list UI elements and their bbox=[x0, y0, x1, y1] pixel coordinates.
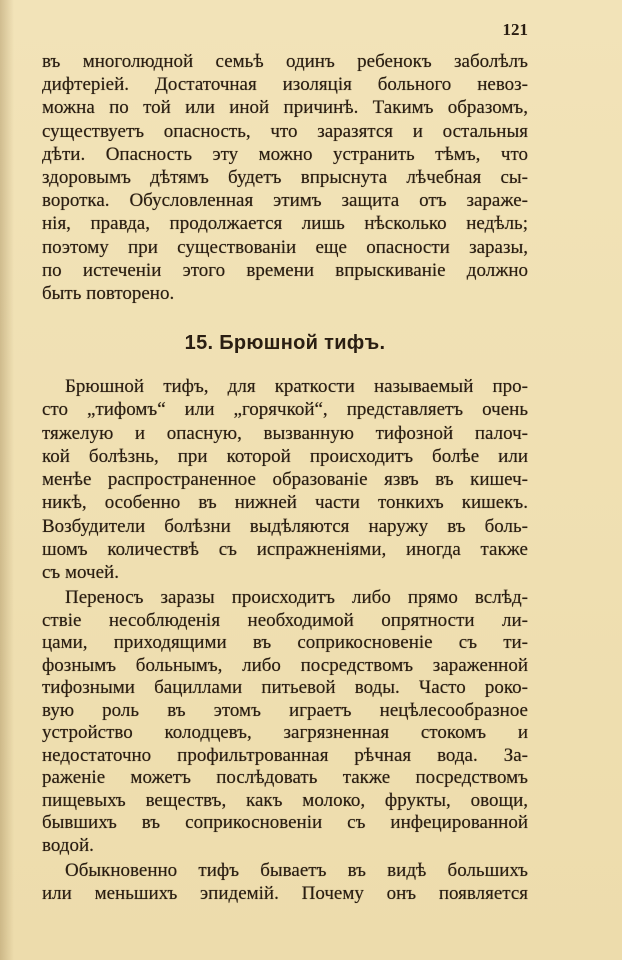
text-line: Переносъ заразы происходитъ либо прямо вслѣд- bbox=[65, 587, 528, 608]
text-line: дифтеріей. Достаточная изоляція больного невоз- bbox=[42, 74, 528, 96]
paragraph-diphtheria-continued bbox=[42, 50, 528, 305]
paragraph-epidemics bbox=[42, 859, 528, 905]
text-line: ствіе несоблюденія необходимой опрятности ли- bbox=[42, 609, 528, 631]
text-line: тяжелую и опасную, вызванную тифозной палоч- bbox=[42, 422, 528, 444]
text-line: дѣти. Опасность эту можно устранить тѣмъ, что bbox=[42, 143, 528, 165]
text-line: быть повторено. bbox=[42, 282, 175, 304]
text-line: можна по той или иной причинѣ. Такимъ образомъ, bbox=[42, 97, 528, 119]
text-line: по истеченіи этого времени впрыскиваніе должно bbox=[42, 259, 528, 281]
text-line: сто „тифомъ“ или „горячкой“, представляетъ очень bbox=[42, 399, 528, 421]
section-heading: 15. Брюшной тифъ. bbox=[184, 332, 386, 354]
text-line: или меньшихъ эпидемій. Почему онъ появляется bbox=[42, 883, 528, 904]
text-line: кой болѣзнь, при которой происходитъ болѣе или bbox=[42, 445, 528, 467]
text-line: устройство колодцевъ, загрязненная стокомъ и bbox=[42, 722, 528, 743]
text-line: цами, приходящими въ соприкосновеніе съ ти- bbox=[42, 632, 528, 653]
text-line: нія, правда, продолжается лишь нѣсколько недѣль; bbox=[42, 213, 528, 235]
text-line: недостаточно профильтрованная рѣчная вода. За- bbox=[42, 744, 528, 766]
text-line: шомъ количествѣ съ испражненіями, иногда также bbox=[42, 538, 528, 560]
text-line: бывшихъ въ соприкосновеніи съ инфецированной bbox=[42, 812, 528, 833]
paragraph-transmission bbox=[42, 587, 528, 857]
text-line: здоровымъ дѣтямъ будетъ впрыснута лѣчебная сы- bbox=[42, 166, 528, 188]
text-line: тифозными бациллами питьевой воды. Часто роко- bbox=[42, 677, 528, 698]
text-line: менѣе распространенное образованіе язвъ въ кишеч- bbox=[42, 469, 528, 490]
text-line: воротка. Обусловленная этимъ защита отъ зараже- bbox=[42, 190, 528, 212]
text-line: фознымъ больнымъ, либо посредствомъ зараженной bbox=[42, 654, 528, 676]
text-line: вую роль въ этомъ играетъ нецѣлесообразное bbox=[42, 699, 528, 721]
text-line: Брюшной тифъ, для краткости называемый про- bbox=[65, 376, 528, 397]
text-line: существуетъ опасность, что заразятся и остальныя bbox=[42, 120, 528, 142]
text-line: въ многолюдной семьѣ одинъ ребенокъ заболѣлъ bbox=[42, 51, 528, 72]
text-line: поэтому при существованіи еще опасности заразы, bbox=[42, 236, 528, 258]
text-line: никѣ, особенно въ нижней части тонкихъ кишекъ. bbox=[42, 492, 528, 514]
text-line: раженіе можетъ послѣдовать также посредствомъ bbox=[42, 767, 528, 788]
text-line: Возбудители болѣзни выдѣляются наружу въ боль- bbox=[42, 515, 528, 537]
text-line: водой. bbox=[42, 834, 94, 856]
text-line: съ мочей. bbox=[42, 562, 119, 583]
page-number: 121 bbox=[502, 20, 528, 39]
text-line: пищевыхъ веществъ, какъ молоко, фрукты, овощи, bbox=[42, 789, 528, 811]
text-line: Обыкновенно тифъ бываетъ въ видѣ большихъ bbox=[65, 860, 528, 881]
paragraph-typhoid-definition bbox=[42, 375, 528, 584]
